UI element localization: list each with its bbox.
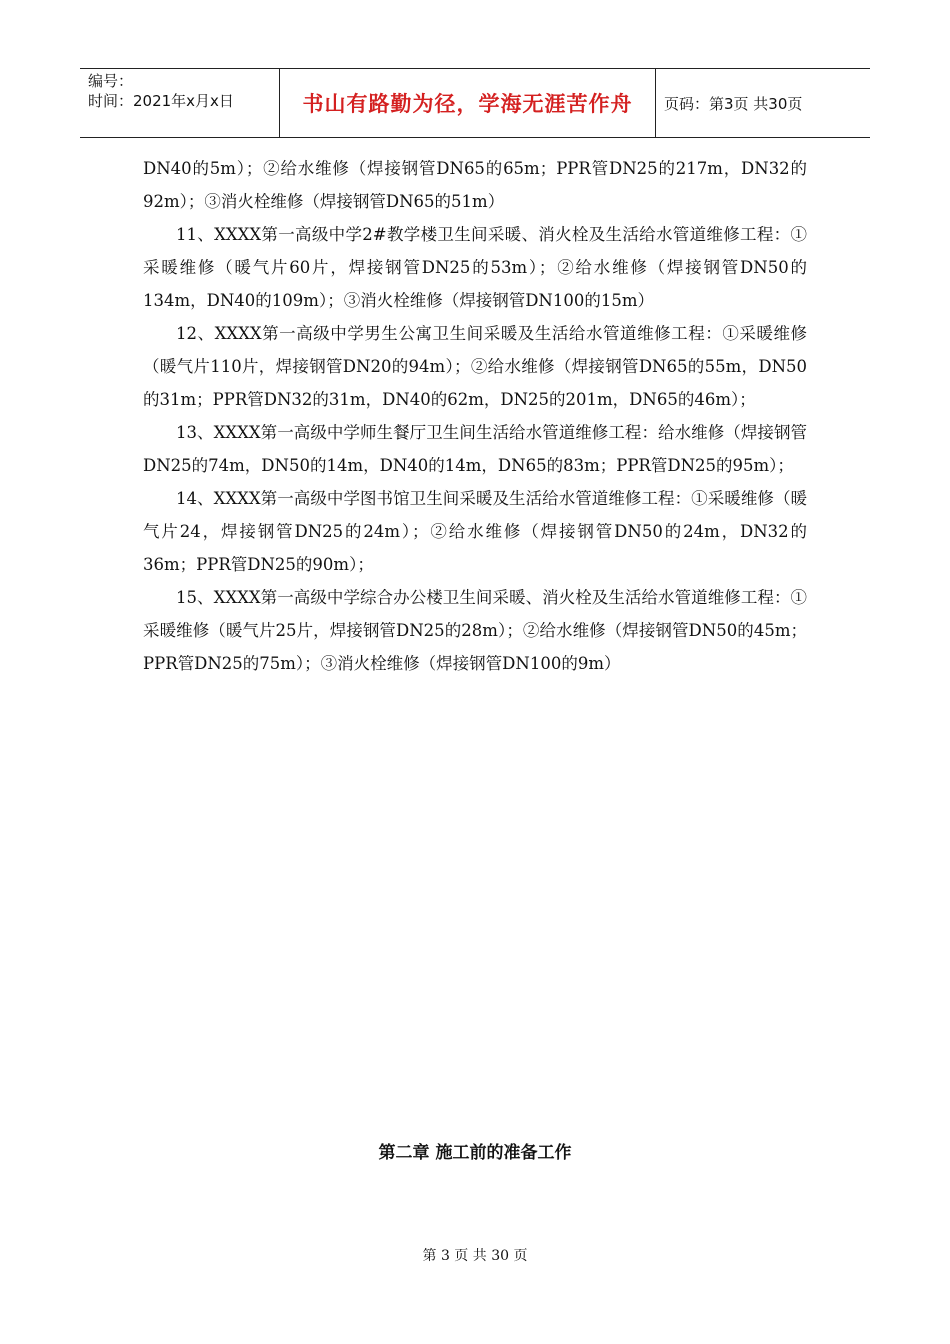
paragraph-item-15: 15、XXXX第一高级中学综合办公楼卫生间采暖、消火栓及生活给水管道维修工程：①采暖维修（暖气片25片，焊接钢管DN25的28m）；②给水维修（焊接钢管DN50的45m；PPR管DN25的75m）；③消火栓维修（焊接钢管DN100的9m） (143, 588, 807, 673)
page-header (80, 68, 870, 138)
document-body (143, 152, 807, 680)
paragraph-item-12: 12、XXXX第一高级中学男生公寓卫生间采暖及生活给水管道维修工程：①采暖维修（暖气片110片，焊接钢管DN20的94m）；②给水维修（焊接钢管DN65的55m，DN50的31m；PPR管DN32的31m，DN40的62m，DN25的201m，DN65的46m）； (143, 324, 807, 409)
chapter-title: 第二章 施工前的准备工作 (378, 1143, 572, 1163)
header-meta (80, 69, 280, 137)
paragraph-item-14: 14、XXXX第一高级中学图书馆卫生间采暖及生活给水管道维修工程：①采暖维修（暖气片24，焊接钢管DN25的24m）；②给水维修（焊接钢管DN50的24m，DN32的36m；PPR管DN25的90m）； (143, 489, 807, 574)
code-label: 编号： (88, 72, 134, 90)
paragraph-item-11: 11、XXXX第一高级中学2#教学楼卫生间采暖、消火栓及生活给水管道维修工程：①采暖维修（暖气片60片，焊接钢管DN25的53m）；②给水维修（焊接钢管DN50的134m，DN40的109m）；③消火栓维修（焊接钢管DN100的15m） (143, 225, 807, 310)
header-page-info: 页码：第3页 共30页 (664, 94, 803, 113)
header-motto: 书山有路勤为径，学海无涯苦作舟 (280, 69, 656, 137)
paragraph-continuation: DN40的5m）；②给水维修（焊接钢管DN65的65m；PPR管DN25的217m，DN32的92m）；③消火栓维修（焊接钢管DN65的51m） (143, 159, 807, 211)
paragraph-item-13: 13、XXXX第一高级中学师生餐厅卫生间生活给水管道维修工程：给水维修（焊接钢管DN25的74m，DN50的14m，DN40的14m，DN65的83m；PPR管DN25的95m）； (143, 423, 807, 475)
page-footer: 第 3 页 共 30 页 (422, 1248, 528, 1264)
time-label: 时间：2021年x月x日 (88, 92, 234, 110)
